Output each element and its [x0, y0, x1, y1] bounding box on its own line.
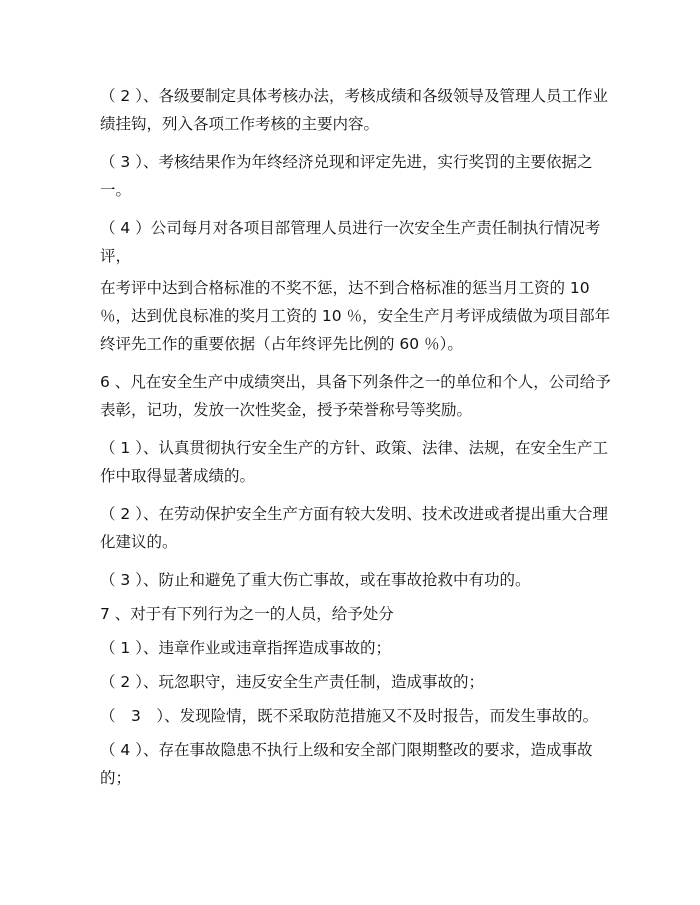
- paragraph-monthly-evaluation: （ 4 ）公司每月对各项目部管理人员进行一次安全生产责任制执行情况考评，: [100, 219, 601, 265]
- paragraph-disciplinary-actions: 7 、对于有下列行为之一的人员，给予处分: [100, 605, 394, 623]
- list-item-commendation-2: （ 2 ）、在劳动保护安全生产方面有较大发明、技术改进或者提出重大合理化建议的。: [100, 505, 608, 551]
- list-item-commendation-1: （ 1 ）、认真贯彻执行安全生产的方针、政策、法律、法规，在安全生产工作中取得显著成绩的。: [100, 439, 608, 485]
- list-item-discipline-3: （ 3 ）、发现险情，既不采取防范措施又不及时报告，而发生事故的。: [100, 707, 599, 725]
- document-body: [100, 82, 620, 802]
- paragraph-reward-penalty-standard: 在考评中达到合格标准的不奖不惩，达不到合格标准的惩当月工资的 10 ％，达到优良标准的奖月工资的 10 ％，安全生产月考评成绩做为项目部年终评先工作的重要依据（占年终评先比例的 60 ％）。: [100, 279, 611, 353]
- paragraph-commendation-conditions: 6 、凡在安全生产中成绩突出，具备下列条件之一的单位和个人，公司给予表彰，记功，发放一次性奖金，授予荣誉称号等奖励。: [100, 373, 611, 419]
- list-item-discipline-2: （ 2 ）、玩忽职守，违反安全生产责任制，造成事故的；: [100, 673, 484, 691]
- list-item-discipline-1: （ 1 ）、违章作业或违章指挥造成事故的；: [100, 639, 391, 657]
- paragraph-assessment-results: （ 3 ）、考核结果作为年终经济兑现和评定先进，实行奖罚的主要依据之一。: [100, 153, 593, 199]
- list-item-commendation-3: （ 3 ）、防止和避免了重大伤亡事故，或在事故抢救中有功的。: [100, 571, 531, 589]
- list-item-discipline-4: （ 4 ）、存在事故隐患不执行上级和安全部门限期整改的要求，造成事故的；: [100, 741, 593, 787]
- paragraph-assessment-methods: （ 2 ）、各级要制定具体考核办法，考核成绩和各级领导及管理人员工作业绩挂钩，列入各项工作考核的主要内容。: [100, 87, 608, 133]
